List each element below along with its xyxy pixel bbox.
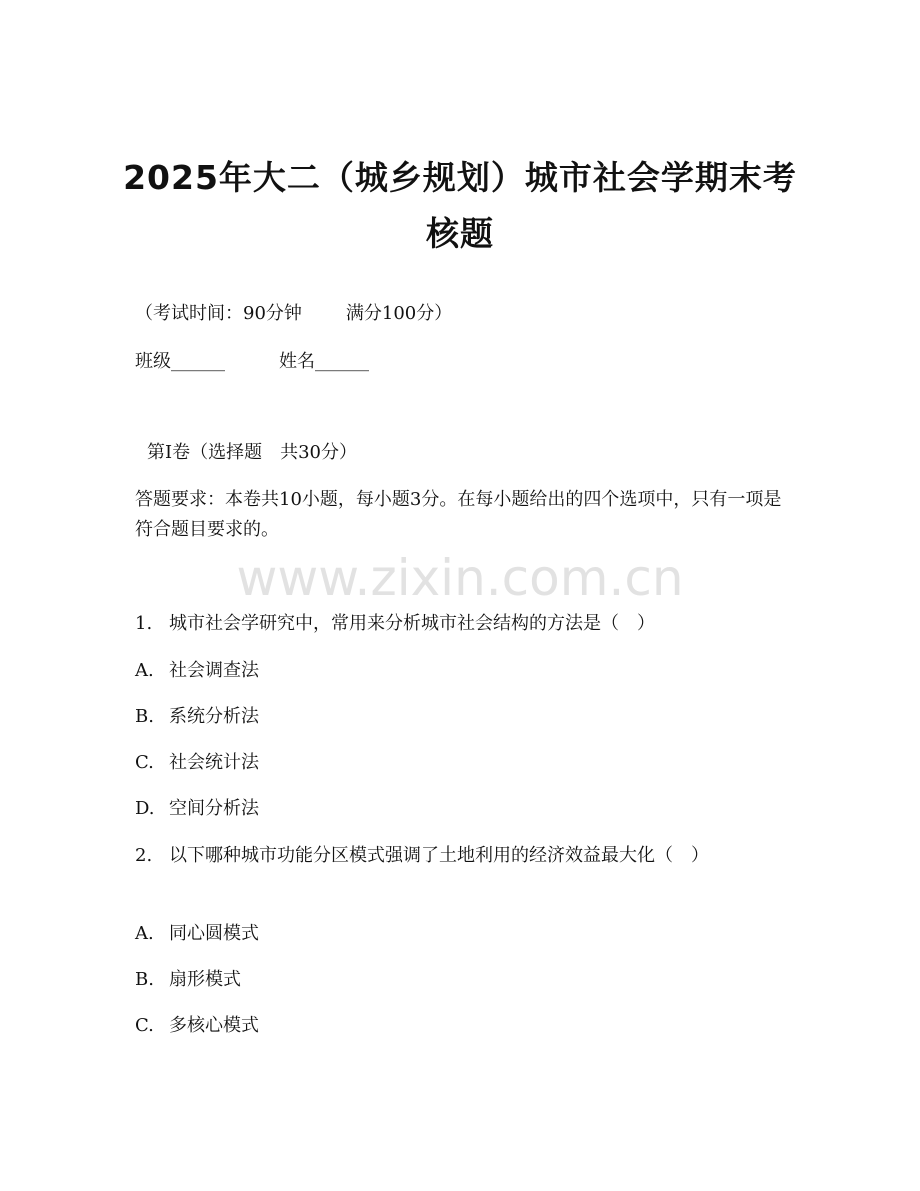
page-title: 2025年大二（城乡规划）城市社会学期末考核题 bbox=[123, 158, 797, 253]
option-letter: B. bbox=[135, 969, 154, 990]
section-instructions: 答题要求：本卷共10小题，每小题3分。在每小题给出的四个选项中，只有一项是符合题目要求的。 bbox=[135, 489, 782, 540]
option-letter: C. bbox=[135, 752, 154, 773]
option-letter: D. bbox=[135, 798, 155, 819]
option-letter: C. bbox=[135, 1015, 154, 1036]
exam-info bbox=[135, 302, 452, 326]
option-text: 多核心模式 bbox=[169, 1015, 259, 1036]
section-heading: 第Ⅰ卷（选择题 共30分） bbox=[147, 442, 358, 463]
option-letter: B. bbox=[135, 706, 154, 727]
option-text: 系统分析法 bbox=[169, 706, 259, 727]
option-2c bbox=[135, 1014, 259, 1038]
option-text: 社会调查法 bbox=[169, 660, 259, 681]
question-text: 以下哪种城市功能分区模式强调了土地利用的经济效益最大化（ ） bbox=[169, 845, 709, 866]
watermark: www.zixin.com.cn bbox=[236, 549, 684, 607]
option-2a bbox=[135, 922, 259, 946]
option-2b bbox=[135, 968, 241, 992]
question-1 bbox=[135, 612, 655, 636]
option-1c bbox=[135, 751, 259, 775]
option-text: 同心圆模式 bbox=[169, 923, 259, 944]
question-text: 城市社会学研究中，常用来分析城市社会结构的方法是（ ） bbox=[169, 613, 655, 634]
option-text: 空间分析法 bbox=[169, 798, 259, 819]
class-field: 班级______ bbox=[135, 351, 225, 372]
exam-score: 满分100分） bbox=[345, 303, 453, 324]
question-number: 1. bbox=[135, 613, 153, 634]
option-1a bbox=[135, 659, 259, 683]
question-number: 2. bbox=[135, 845, 153, 866]
option-text: 社会统计法 bbox=[169, 752, 259, 773]
question-2 bbox=[135, 841, 785, 871]
student-fields bbox=[135, 350, 369, 374]
option-letter: A. bbox=[135, 660, 154, 681]
option-1d bbox=[135, 797, 259, 821]
name-field: 姓名______ bbox=[279, 351, 369, 372]
option-letter: A. bbox=[135, 923, 154, 944]
option-text: 扇形模式 bbox=[169, 969, 241, 990]
exam-time: （考试时间：90分钟 bbox=[135, 303, 302, 324]
option-1b bbox=[135, 705, 259, 729]
